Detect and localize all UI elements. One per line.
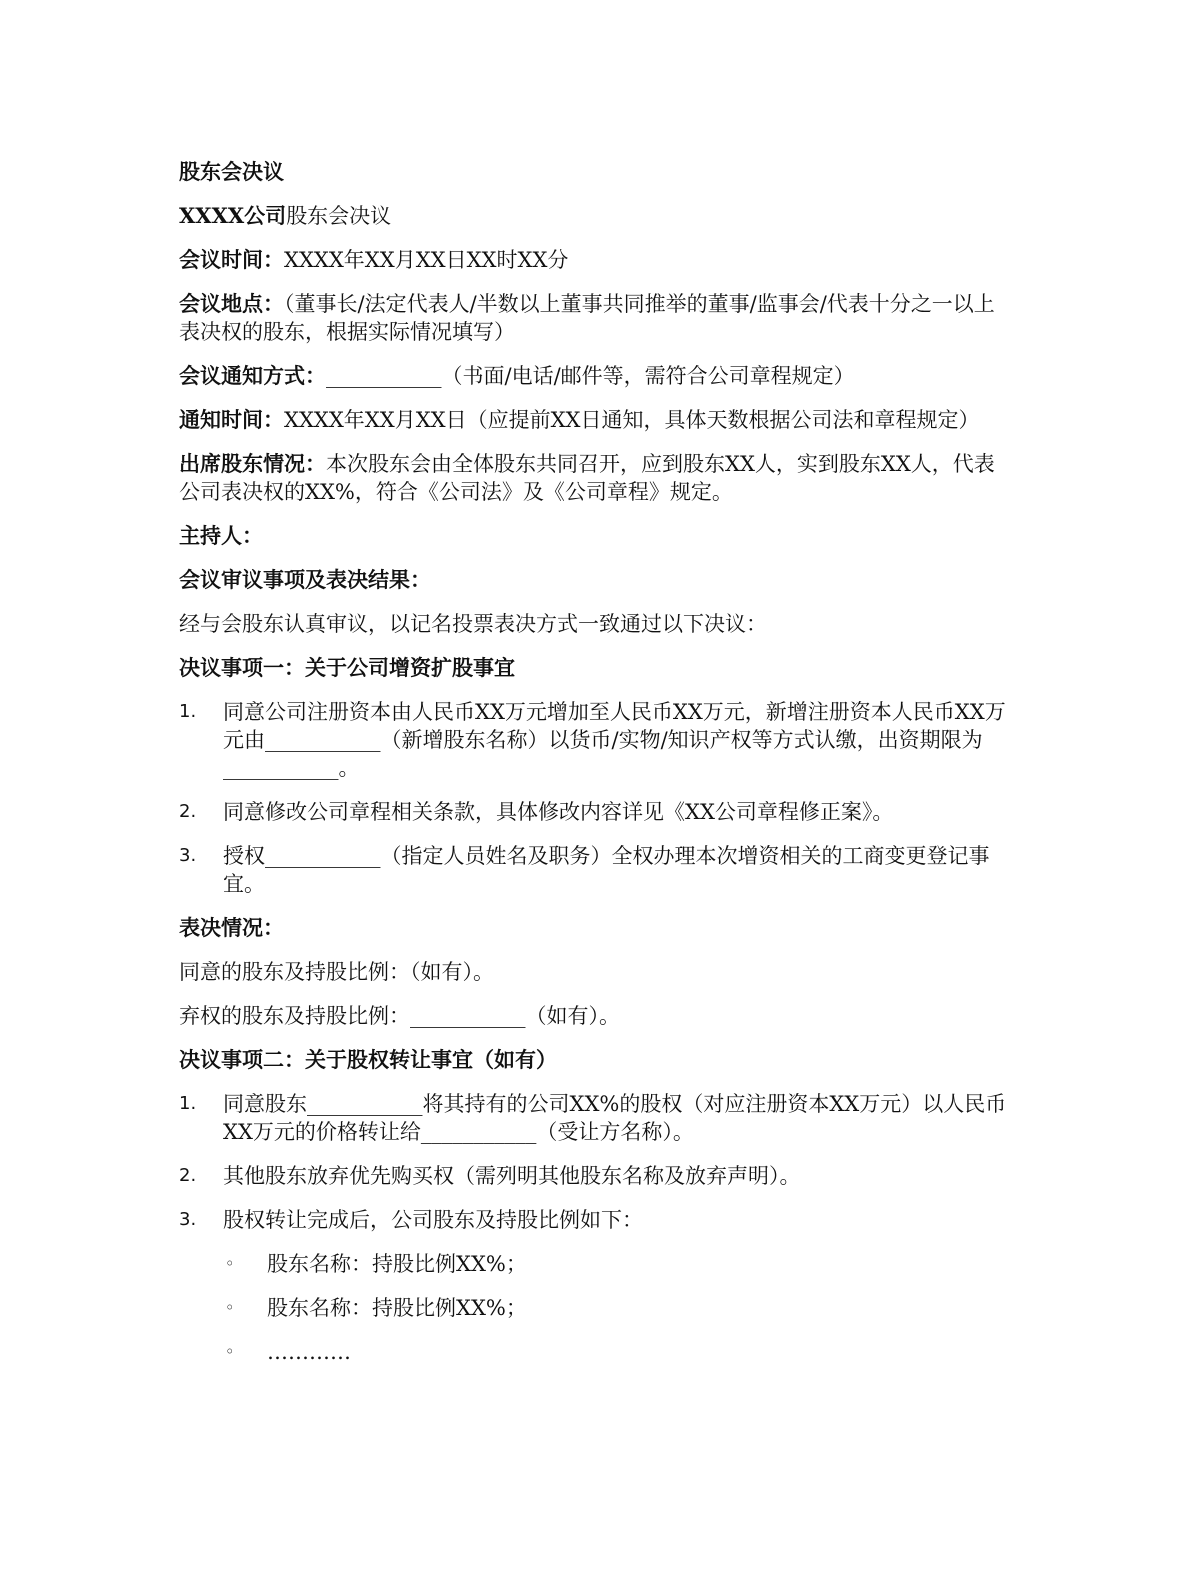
agenda-heading: 会议审议事项及表决结果： — [179, 567, 431, 592]
list-item — [179, 1250, 1009, 1278]
list-item — [179, 1090, 1009, 1146]
notice-method — [179, 362, 1009, 390]
list-item — [179, 1294, 1009, 1322]
list-number: 1. — [179, 1093, 197, 1114]
attendance-value: 本次股东会由全体股东共同召开，应到股东XX人，实到股东XX人，代表公司表决权的XX%，符合《公司法》及《公司章程》规定。 — [179, 452, 995, 504]
list-item-text: ………… — [267, 1340, 351, 1364]
meeting-time — [179, 246, 1009, 274]
list-item — [179, 798, 1009, 826]
list-number: 1. — [179, 701, 197, 722]
shareholder-list — [179, 1250, 1009, 1366]
list-number: 2. — [179, 801, 197, 822]
list-number: 3. — [179, 1209, 197, 1230]
notice-time-label: 通知时间： — [179, 407, 284, 432]
list-item-text: 同意公司注册资本由人民币XX万元增加至人民币XX万元，新增注册资本人民币XX万元由___________（新增股东名称）以货币/实物/知识产权等方式认缴，出资期限为___________。 — [223, 700, 1006, 780]
list-number: 2. — [179, 1165, 197, 1186]
bullet-icon: ◦ — [225, 1342, 235, 1361]
list-item-text: 股权转让完成后，公司股东及持股比例如下： — [223, 1208, 643, 1232]
document-title: 股东会决议 — [179, 159, 284, 184]
notice-method-label: 会议通知方式： — [179, 363, 326, 388]
notice-method-value: ___________（书面/电话/邮件等，需符合公司章程规定） — [326, 364, 855, 388]
list-number: 3. — [179, 845, 197, 866]
meeting-time-label: 会议时间： — [179, 247, 284, 272]
host-label: 主持人： — [179, 523, 263, 548]
voting-abstain: 弃权的股东及持股比例：___________（如有）。 — [179, 1004, 620, 1028]
list-item-text: 同意修改公司章程相关条款，具体修改内容详见《XX公司章程修正案》。 — [223, 800, 894, 824]
list-item — [179, 1338, 1009, 1366]
document-body — [179, 158, 1009, 1382]
resolution2-list — [179, 1090, 1009, 1234]
list-item-text: 股东名称：持股比例XX%； — [267, 1252, 527, 1276]
resolution1-list — [179, 698, 1009, 898]
bullet-icon: ◦ — [225, 1298, 235, 1317]
voting-heading: 表决情况： — [179, 915, 284, 940]
bullet-icon: ◦ — [225, 1254, 235, 1273]
company-name: XXXX公司 — [179, 203, 287, 228]
list-item — [179, 842, 1009, 898]
notice-time — [179, 406, 1009, 434]
list-item — [179, 698, 1009, 782]
resolution1-heading: 决议事项一：关于公司增资扩股事宜 — [179, 655, 515, 680]
list-item-text: 其他股东放弃优先购买权（需列明其他股东名称及放弃声明）。 — [223, 1164, 801, 1188]
company-line — [179, 202, 1009, 230]
voting-agree: 同意的股东及持股比例：（如有）。 — [179, 960, 494, 984]
resolution2-heading: 决议事项二：关于股权转让事宜（如有） — [179, 1047, 557, 1072]
intro-text: 经与会股东认真审议，以记名投票表决方式一致通过以下决议： — [179, 612, 767, 636]
notice-time-value: XXXX年XX月XX日（应提前XX日通知，具体天数根据公司法和章程规定） — [284, 408, 980, 432]
attendance — [179, 450, 1009, 506]
meeting-place — [179, 290, 1009, 346]
meeting-place-label: 会议地点： — [179, 291, 284, 316]
list-item — [179, 1206, 1009, 1234]
company-line-text: 股东会决议 — [286, 204, 392, 228]
list-item-text: 授权___________（指定人员姓名及职务）全权办理本次增资相关的工商变更登记事宜。 — [223, 844, 990, 896]
list-item-text: 股东名称：持股比例XX%； — [267, 1296, 527, 1320]
list-item — [179, 1162, 1009, 1190]
meeting-time-value: XXXX年XX月XX日XX时XX分 — [284, 248, 569, 272]
attendance-label: 出席股东情况： — [179, 451, 326, 476]
list-item-text: 同意股东___________将其持有的公司XX%的股权（对应注册资本XX万元）以人民币XX万元的价格转让给___________（受让方名称）。 — [223, 1092, 1007, 1144]
meeting-place-value: （董事长/法定代表人/半数以上董事共同推举的董事/监事会/代表十分之一以上表决权的股东，根据实际情况填写） — [179, 292, 995, 344]
